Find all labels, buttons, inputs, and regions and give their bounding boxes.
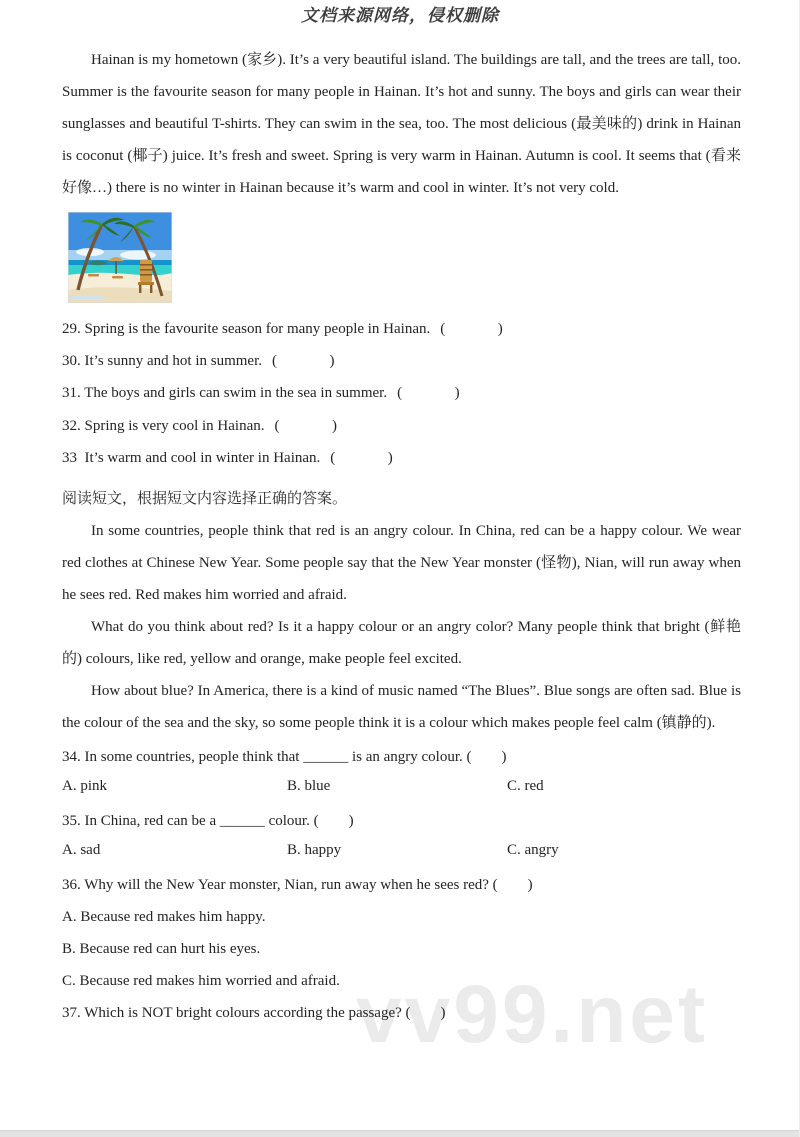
question-35-option-b: B. happy <box>287 842 342 858</box>
sand-shade <box>68 287 172 303</box>
question-30-text: 30. It’s sunny and hot in summer. <box>62 353 262 369</box>
passage-red-para2: What do you think about red? Is it a happy colour or an angry color? Many people think that bright (鲜艳的) colours, like red, yellow and orange, make people feel excited. <box>62 619 741 667</box>
lounger <box>112 276 123 279</box>
question-34-option-c: C. red <box>507 778 544 794</box>
question-32-answer-bracket: ( ) <box>274 418 337 434</box>
question-30-answer-bracket: ( ) <box>272 353 335 369</box>
passage-red-para3: How about blue? In America, there is a kind of music named “The Blues”. Blue songs are often sad. Blue is the colour of the sea and the sky, so some people think it is a colour which makes people feel calm (镇静的). <box>62 683 741 731</box>
question-36-option-c: C. Because red makes him worried and afraid. <box>62 973 340 989</box>
question-35-option-a: A. sad <box>62 842 101 858</box>
question-31-text: 31. The boys and girls can swim in the sea in summer. <box>62 385 388 401</box>
question-36-option-a: A. Because red makes him happy. <box>62 909 266 925</box>
beach-photo-graphic <box>68 212 172 303</box>
question-34-options <box>62 778 762 800</box>
question-35: 35. In China, red can be a ______ colour. ( ) <box>62 813 354 829</box>
question-31-answer-bracket: ( ) <box>397 385 460 401</box>
question-30 <box>62 350 762 372</box>
page-bottom-edge <box>0 1130 800 1137</box>
island <box>89 261 107 265</box>
passage-red-para1: In some countries, people think that red is an angry colour. In China, red can be a happy colour. We wear red clothes at Chinese New Year. Some people say that the New Year monster (怪物), Nian, will run away when he sees red. Red makes him worried and afraid. <box>62 523 741 603</box>
question-35-options <box>62 842 762 864</box>
question-29 <box>62 318 762 340</box>
photo-watermark-strip <box>70 296 104 300</box>
question-29-answer-bracket: ( ) <box>440 321 503 337</box>
question-37: 37. Which is NOT bright colours according the passage? ( ) <box>62 1005 446 1021</box>
document-header-title: 文档来源网络，侵权删除 <box>301 6 499 25</box>
site-watermark: vv99.net <box>356 969 709 1060</box>
question-33-answer-bracket: ( ) <box>330 450 393 466</box>
question-36: 36. Why will the New Year monster, Nian, run away when he sees red? ( ) <box>62 877 533 893</box>
lounger <box>88 274 99 277</box>
question-34-option-b: B. blue <box>287 778 331 794</box>
question-35-option-c: C. angry <box>507 842 559 858</box>
section-instruction: 阅读短文，根据短文内容选择正确的答案。 <box>62 491 348 507</box>
question-34: 34. In some countries, people think that ______ is an angry colour. ( ) <box>62 749 507 765</box>
beach-photo <box>68 212 172 303</box>
question-32-text: 32. Spring is very cool in Hainan. <box>62 418 265 434</box>
question-33 <box>62 447 762 469</box>
question-34-option-a: A. pink <box>62 778 107 794</box>
question-29-text: 29. Spring is the favourite season for many people in Hainan. <box>62 321 431 337</box>
question-33-text: 33 It’s warm and cool in winter in Hainan. <box>62 450 321 466</box>
passage-hainan: Hainan is my hometown (家乡). It’s a very beautiful island. The buildings are tall, and the trees are tall, too. Summer is the favourite season for many people in Hainan. It’s hot and sunny. The boys and girls can wear their sunglasses and beautiful T-shirts. They can swim in the sea, too. The most delicious (最美味的) drink in Hainan is coconut (椰子) juice. It’s fresh and sweet. Spring is very warm in Hainan. Autumn is cool. It seems that (看来好像…) there is no winter in Hainan because it’s warm and cool in winter. It’s not very cold. <box>62 52 741 196</box>
question-32 <box>62 415 762 437</box>
question-31 <box>62 382 762 404</box>
question-36-option-b: B. Because red can hurt his eyes. <box>62 941 261 957</box>
